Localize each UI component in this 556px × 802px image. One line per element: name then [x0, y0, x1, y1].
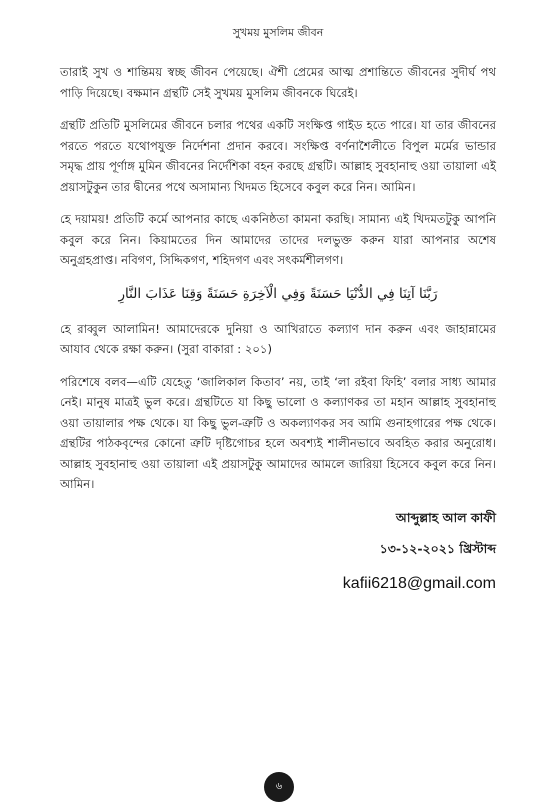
paragraph-1: তারাই সুখ ও শান্তিময় স্বচ্ছ জীবন পেয়েছে। ঐশী প্রেমের আত্ম প্রশান্তিতে জীবনের সুদীর্ঘ পথ পাড়ি দিয়েছে। বক্ষমান গ্রন্থটি সেই সুখময় মুসলিম জীবনকে ঘিরেই।	[60, 65, 496, 100]
paragraph-5: পরিশেষে বলব—এটি যেহেতু ‘জালিকাল কিতাব’ নয়, তাই ‘লা রইবা ফিহি’ বলার সাধ্য আমার নেই। মানুষ মাত্রই ভুল করে। গ্রন্থটিতে যা কিছু ভালো ও কল্যাণকর তা মহান আল্লাহ সুবহানাহু ওয়া তায়ালার পক্ষ থেকে। যা কিছু ভুল-ত্রুটি ও অকল্যাণকর সব আমি গুনাহগারের পক্ষ থেকে। গ্রন্থটির পাঠকবৃন্দের কোনো ত্রুটি দৃষ্টিগোচর হলে অবশ্যই শালীনভাবে অবহিত করার অনুরোধ। আল্লাহ সুবহানাহু ওয়া তায়ালা এই প্রয়াসটুকু আমাদের আমলে জারিয়া হিসেবে কবুল করে নিন। আমিন।	[60, 374, 496, 491]
paragraph-2: গ্রন্থটি প্রতিটি মুসলিমের জীবনে চলার পথের একটি সংক্ষিপ্ত গাইড হতে পারে। যা তার জীবনের পরতে পরতে যথোপযুক্ত নির্দেশনা প্রদান করবে। সংক্ষিপ্ত বর্ণনাশৈলীতে বিপুল মর্মের ভান্ডার সমৃদ্ধ প্রায় পূর্ণাঙ্গ মুমিন জীবনের নির্দেশিকা বহন করছে গ্রন্থটি। আল্লাহ সুবহানাহু ওয়া তায়ালা এই প্রয়াসটুকুন তার দ্বীনের পথে অসামান্য খিদমত হিসেবে কবুল করে নিন। আমিন।	[60, 118, 496, 194]
author-email: kafii6218@gmail.com	[342, 574, 496, 592]
page-number: ৬	[264, 772, 294, 802]
author-signature: আব্দুল্লাহ আল কাফী	[395, 509, 496, 525]
page-body	[60, 62, 496, 593]
paragraph-3: হে দয়াময়! প্রতিটি কর্মে আপনার কাছে একনিষ্ঠতা কামনা করছি। সামান্য এই খিদমতটুকু আপনি কবুল করে নিন। কিয়ামতের দিন আমাদের তাদের দলভুক্ত করুন যারা আপনার অশেষ অনুগ্রহপ্রাপ্ত। নবিগণ, সিদ্দিকগণ, শহিদগণ এবং সৎকর্মশীলগণ।	[60, 212, 496, 267]
running-header: সুখময় মুসলিম জীবন	[232, 26, 324, 39]
paragraph-4: হে রাব্বুল আলামিন! আমাদেরকে দুনিয়া ও আখিরাতে কল্যাণ দান করুন এবং জাহান্নামের আযাব থেকে রক্ষা করুন। (সুরা বাকারা : ২০১)	[60, 321, 496, 356]
signature-date: ১৩-১২-২০২১ খ্রিস্টাব্দ	[379, 540, 496, 556]
arabic-verse: رَبَّنَا آتِنَا فِي الدُّنْيَا حَسَنَةً وَفِي الْآخِرَةِ حَسَنَةً وَقِنَا عَذَابَ النَّارِ	[118, 285, 438, 302]
